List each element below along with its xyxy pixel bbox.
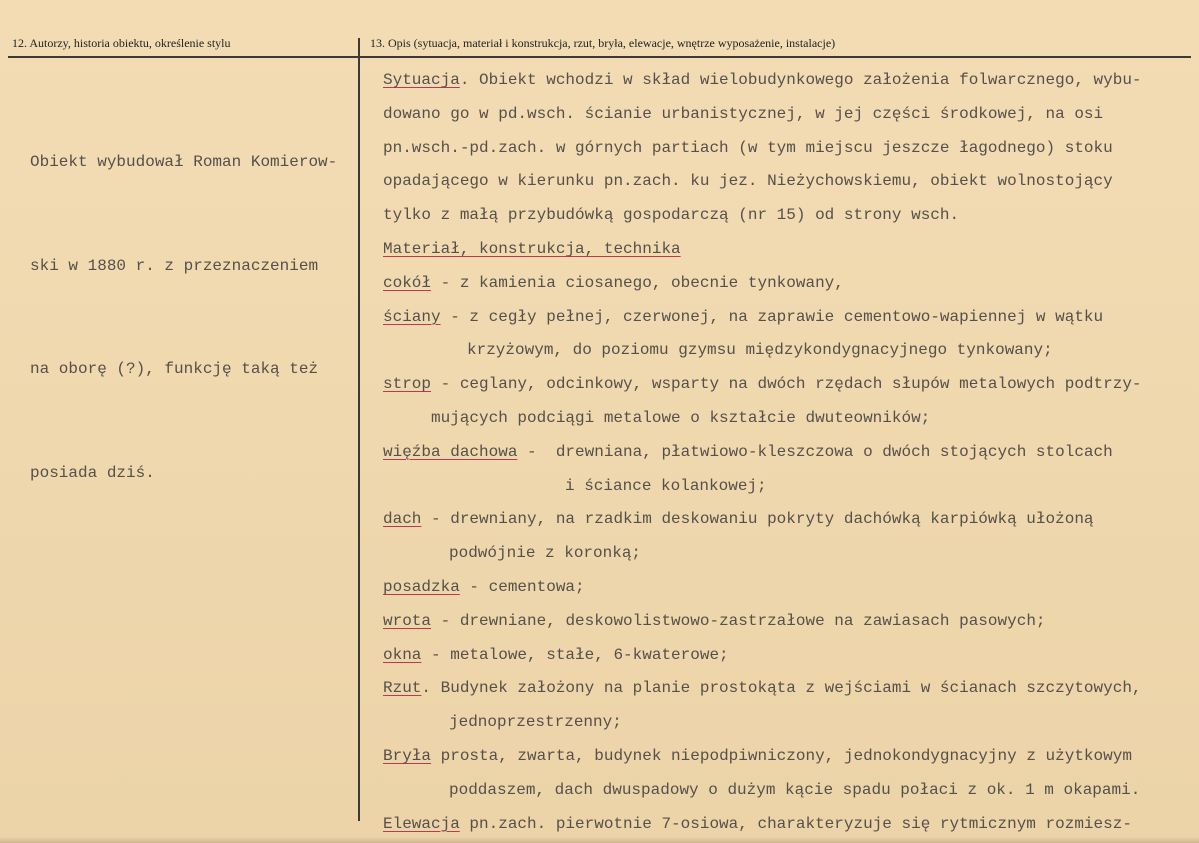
desc-line: i ściance kolankowej; [565, 476, 767, 495]
desc-line [383, 571, 1193, 605]
desc-line [383, 233, 1193, 267]
desc-text: - drewniane, deskowolistwowo-zastrzałowe na zawiasach pasowych; [431, 611, 1046, 630]
desc-text: pn.zach. pierwotnie 7-osiowa, charakteryzuje się rytmicznym rozmiesz- [459, 814, 1132, 833]
column-divider [358, 38, 360, 821]
desc-text: - ceglany, odcinkowy, wsparty na dwóch rzędach słupów metalowych podtrzy- [431, 375, 1142, 394]
desc-text: - z cegły pełnej, czerwonej, na zaprawie cementowo-wapiennej w wątku [440, 307, 1104, 326]
field-13-label: 13. Opis (sytuacja, materiał i konstrukcja, rzut, bryła, elewacje, wnętrze wyposażenie, instalacje) [370, 36, 836, 50]
desc-line [383, 672, 1193, 706]
history-line: posiada dziś. [30, 463, 155, 482]
term-elewacja: Elewacja [383, 814, 460, 833]
desc-line [383, 740, 1193, 774]
desc-line: podwójnie z koronką; [449, 544, 642, 563]
desc-text: - drewniana, płatwiowo-kleszczowa o dwóch stojących stolcach [517, 442, 1113, 461]
desc-text: - cementowa; [459, 577, 585, 596]
desc-line [383, 605, 1193, 639]
term-posadzka: posadzka [383, 577, 460, 596]
desc-line [383, 301, 1193, 335]
heading-material: Materiał, konstrukcja, technika [383, 239, 681, 258]
desc-text: . Budynek założony na planie prostokąta z wejściami w ścianach szczytowych, [421, 679, 1142, 698]
desc-line: pn.wsch.-pd.zach. w górnych partiach (w tym miejscu jeszcze łagodnego) stoku [383, 138, 1113, 157]
card-edge-shadow [0, 837, 1199, 843]
desc-line: opadającego w kierunku pn.zach. ku jez. Nieżychowskiemu, obiekt wolnostojący [383, 172, 1113, 191]
term-sciany: ściany [383, 307, 441, 326]
desc-text: prosta, zwarta, budynek niepodpiwniczony, jednokondygnacyjny z użytkowym [431, 746, 1132, 765]
term-rzut: Rzut [383, 679, 422, 698]
term-wrota: wrota [383, 611, 432, 630]
desc-line [383, 368, 1193, 402]
desc-line [383, 267, 1193, 301]
description-text [383, 64, 1193, 841]
desc-line: jednoprzestrzenny; [449, 713, 622, 732]
desc-text: . Obiekt wchodzi w skład wielobudynkowego założenia folwarcznego, wybu- [459, 71, 1142, 89]
header-rule [8, 56, 1191, 58]
term-cokol: cokół [383, 273, 432, 292]
desc-line [383, 436, 1193, 470]
history-line: ski w 1880 r. z przeznaczeniem [30, 256, 319, 275]
term-sytuacja: Sytuacja [383, 71, 460, 89]
history-line: Obiekt wybudował Roman Komierow- [30, 153, 338, 171]
desc-line [383, 639, 1193, 673]
history-line: na oborę (?), funkcję taką też [30, 360, 319, 378]
term-dach: dach [383, 510, 422, 529]
desc-text: - metalowe, stałe, 6-kwaterowe; [421, 645, 729, 664]
desc-line: dowano go w pd.wsch. ścianie urbanistycznej, w jej części środkowej, na osi [383, 104, 1104, 123]
desc-line [383, 64, 1193, 98]
field-12-label: 12. Autorzy, historia obiektu, określenie stylu [12, 36, 231, 50]
desc-text: - z kamienia ciosanego, obecnie tynkowany, [431, 273, 844, 292]
term-bryla: Bryła [383, 746, 432, 765]
desc-line: poddaszem, dach dwuspadowy o dużym kącie spadu połaci z ok. 1 m okapami. [449, 780, 1141, 799]
term-wiezba: więźba dachowa [383, 442, 518, 461]
desc-line: tylko z małą przybudówką gospodarczą (nr 15) od strony wsch. [383, 206, 960, 225]
desc-line [383, 503, 1193, 537]
desc-text: - drewniany, na rzadkim deskowaniu pokryty dachówką karpiówką ułożoną [421, 510, 1094, 529]
desc-line: krzyżowym, do poziomu gzymsu międzykondygnacyjnego tynkowany; [467, 341, 1053, 360]
term-okna: okna [383, 645, 422, 664]
term-strop: strop [383, 375, 432, 394]
desc-line: mujących podciągi metalowe o kształcie dwuteowników; [431, 408, 931, 427]
history-text [30, 76, 350, 559]
